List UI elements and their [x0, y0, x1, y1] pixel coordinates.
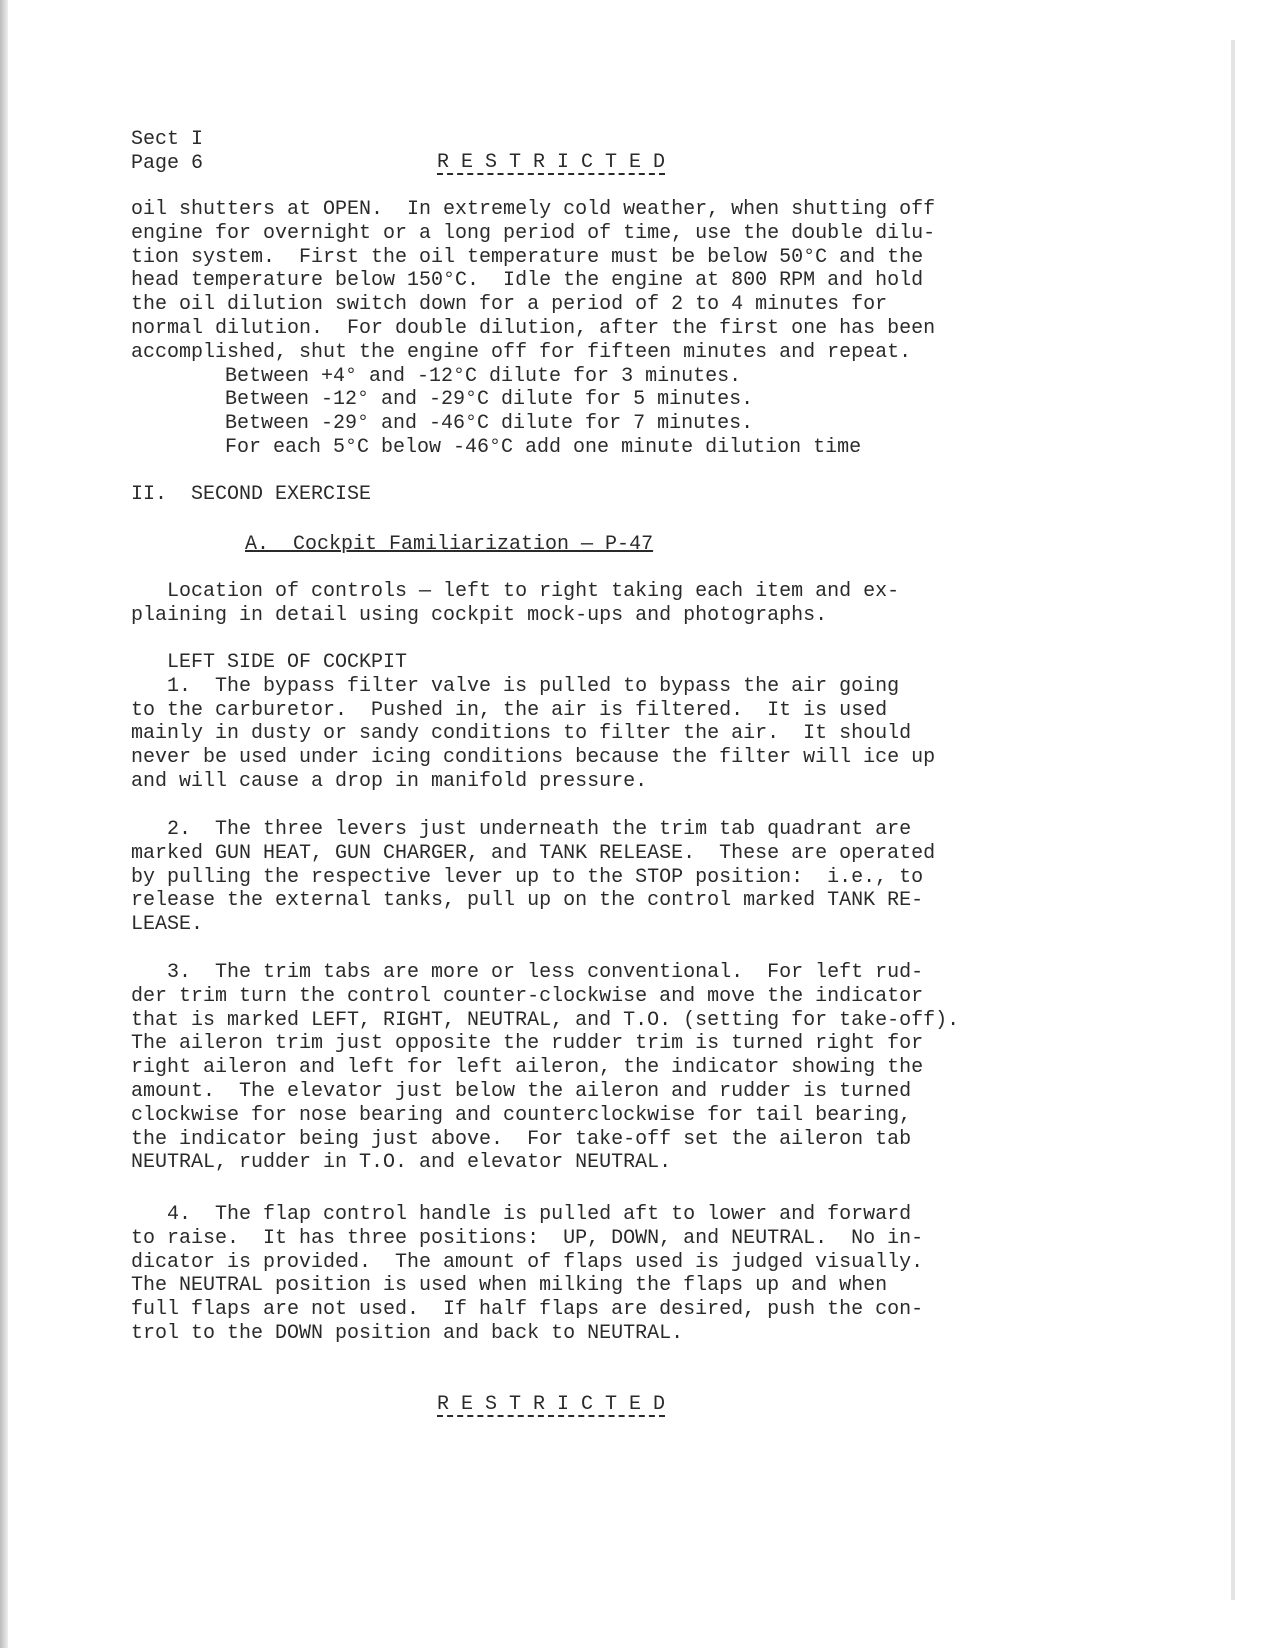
text-line: by pulling the respective lever up to the STOP position: i.e., to — [131, 865, 924, 889]
text-line: NEUTRAL, rudder in T.O. and elevator NEUTRAL. — [131, 1151, 672, 1175]
paragraph-2 — [131, 818, 935, 937]
paragraph-1 — [131, 651, 935, 794]
section-page-label — [131, 128, 203, 176]
text-line: right aileron and left for left aileron, the indicator showing the — [131, 1056, 924, 1080]
text-line: normal dilution. For double dilution, after the first one has been — [131, 316, 936, 340]
text-line: clockwise for nose bearing and counterclockwise for tail bearing, — [131, 1103, 912, 1127]
dilution-row: For each 5°C below -46°C add one minute dilution time — [225, 435, 862, 459]
paragraph-4 — [131, 1203, 923, 1346]
text-line: dicator is provided. The amount of flaps used is judged visually. — [131, 1250, 924, 1274]
text-line: mainly in dusty or sandy conditions to filter the air. It should — [131, 722, 912, 746]
text-line: 3. The trim tabs are more or less conventional. For left rud- — [131, 961, 924, 984]
page-label: Page 6 — [131, 151, 204, 175]
classification-header: R E S T R I C T E D — [437, 151, 666, 174]
section-label: Sect I — [131, 128, 204, 151]
text-line: release the external tanks, pull up on the control marked TANK RE- — [131, 889, 924, 913]
text-line: tion system. First the oil temperature must be below 50°C and the — [131, 245, 924, 269]
text-line: that is marked LEFT, RIGHT, NEUTRAL, and T.O. (setting for take-off). — [131, 1008, 960, 1032]
location-paragraph — [131, 580, 899, 628]
classification-footer: R E S T R I C T E D — [437, 1393, 666, 1416]
text-line: to the carburetor. Pushed in, the air is filtered. It is used — [131, 698, 888, 722]
text-line: the indicator being just above. For take-off set the aileron tab — [131, 1127, 912, 1151]
text-line: accomplished, shut the engine off for fifteen minutes and repeat. — [131, 340, 912, 364]
text-line: Location of controls — left to right taking each item and ex- — [131, 580, 900, 603]
left-side-heading: LEFT SIDE OF COCKPIT — [131, 651, 408, 674]
paragraph-3 — [131, 961, 959, 1175]
text-line: amount. The elevator just below the aileron and rudder is turned — [131, 1079, 912, 1103]
text-line: 4. The flap control handle is pulled aft to lower and forward — [131, 1203, 912, 1226]
text-line: trol to the DOWN position and back to NEUTRAL. — [131, 1321, 684, 1345]
scan-edge-right — [1231, 40, 1235, 1600]
text-line: The aileron trim just opposite the rudder trim is turned right for — [131, 1032, 924, 1056]
text-line: and will cause a drop in manifold pressure. — [131, 769, 648, 793]
text-line: marked GUN HEAT, GUN CHARGER, and TANK RELEASE. These are operated — [131, 841, 936, 865]
text-line: engine for overnight or a long period of time, use the double dilu- — [131, 221, 936, 245]
scan-edge — [0, 0, 8, 1648]
text-line: oil shutters at OPEN. In extremely cold weather, when shutting off — [131, 198, 936, 221]
text-line: 1. The bypass filter valve is pulled to bypass the air going — [131, 674, 900, 698]
text-line: The NEUTRAL position is used when milking the flaps up and when — [131, 1274, 888, 1298]
subsection-heading: A. Cockpit Familiarization — P-47 — [245, 533, 654, 556]
dilution-row: Between -29° and -46°C dilute for 7 minutes. — [225, 412, 754, 436]
dilution-row: Between -12° and -29°C dilute for 5 minutes. — [225, 388, 754, 412]
text-line: plaining in detail using cockpit mock-ups and photographs. — [131, 603, 828, 627]
text-line: der trim turn the control counter-clockwise and move the indicator — [131, 984, 924, 1008]
text-line: to raise. It has three positions: UP, DOWN, and NEUTRAL. No in- — [131, 1226, 924, 1250]
text-line: never be used under icing conditions because the filter will ice up — [131, 746, 936, 770]
text-line: 2. The three levers just underneath the trim tab quadrant are — [131, 818, 912, 841]
text-line: LEASE. — [131, 913, 204, 937]
section-heading: II. SECOND EXERCISE — [131, 483, 372, 506]
text-line: the oil dilution switch down for a period of 2 to 4 minutes for — [131, 293, 888, 317]
text-line: head temperature below 150°C. Idle the engine at 800 RPM and hold — [131, 269, 924, 293]
text-line: full flaps are not used. If half flaps are desired, push the con- — [131, 1298, 924, 1322]
intro-paragraph — [131, 198, 935, 460]
dilution-row: Between +4° and -12°C dilute for 3 minutes. — [225, 364, 742, 388]
